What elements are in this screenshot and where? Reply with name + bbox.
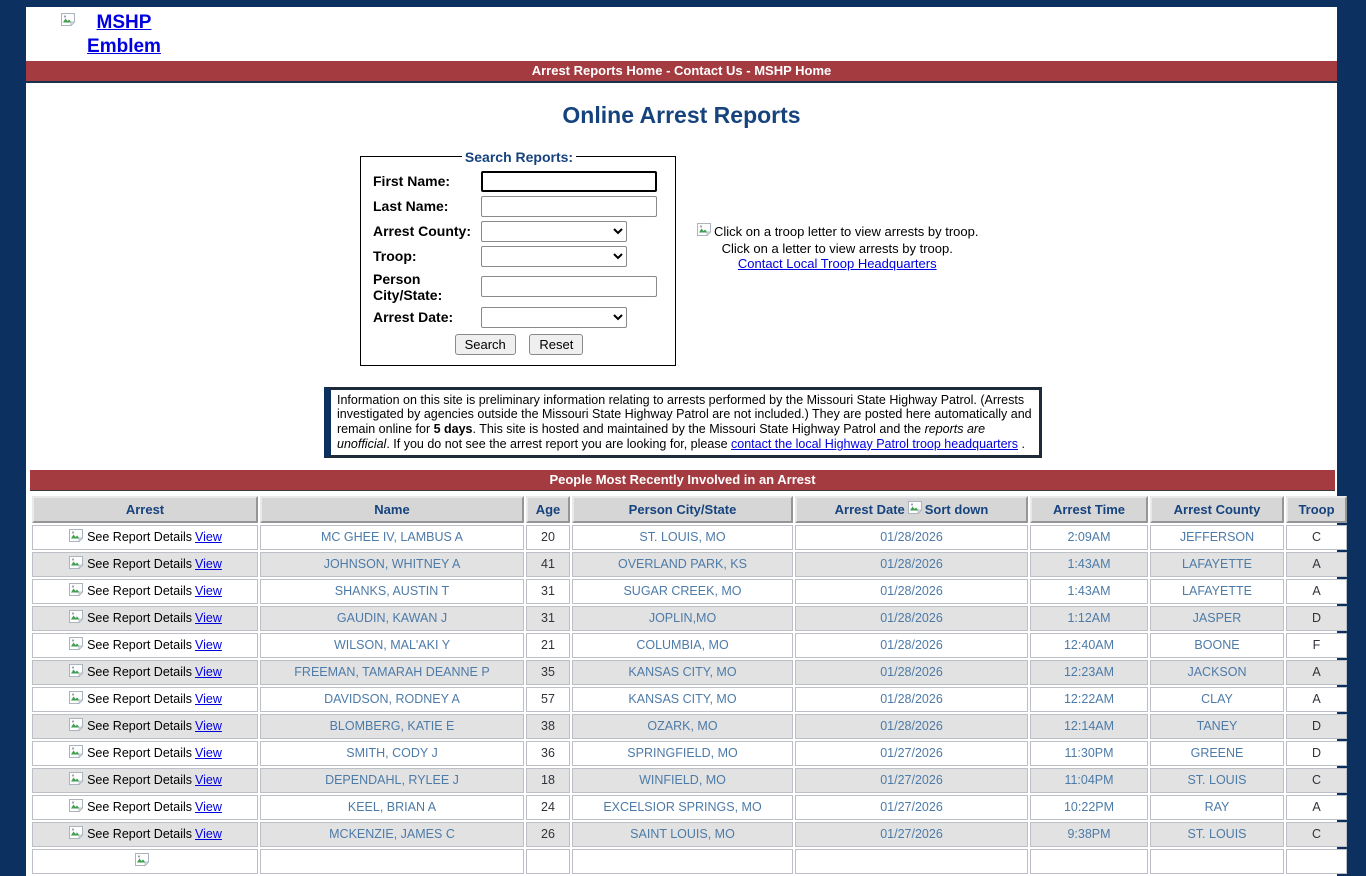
troop-map-broken-image bbox=[696, 222, 712, 241]
see-report-details-text: See Report Details bbox=[87, 719, 193, 734]
troop-letter-instruction: Click on a letter to view arrests by troop. bbox=[721, 240, 953, 256]
see-report-details-text: See Report Details bbox=[87, 530, 193, 545]
arrest-county-cell: JACKSON bbox=[1150, 660, 1284, 685]
age-cell: 26 bbox=[526, 822, 570, 847]
arrest-time-cell: 11:04PM bbox=[1030, 768, 1148, 793]
name-cell: MC GHEE IV, LAMBUS A bbox=[260, 525, 524, 550]
troop-map-info bbox=[696, 222, 978, 366]
notice-bold-5-days: 5 days bbox=[433, 422, 473, 437]
col-header-person-city-state[interactable]: Person City/State bbox=[572, 496, 793, 523]
arrest-date-cell: 01/28/2026 bbox=[795, 525, 1028, 550]
table-row bbox=[32, 687, 1347, 712]
troop-cell bbox=[1286, 849, 1347, 874]
broken-image-icon bbox=[68, 609, 84, 625]
see-report-details-text: See Report Details bbox=[87, 800, 193, 815]
broken-image-icon bbox=[68, 636, 84, 652]
table-row bbox=[32, 741, 1347, 766]
age-cell: 35 bbox=[526, 660, 570, 685]
troop-cell: A bbox=[1286, 552, 1347, 577]
report-details-broken-image bbox=[68, 744, 84, 763]
person-city-state-cell: OZARK, MO bbox=[572, 714, 793, 739]
person-city-state-cell: WINFIELD, MO bbox=[572, 768, 793, 793]
broken-image-icon bbox=[68, 528, 84, 544]
view-report-link[interactable]: View bbox=[195, 638, 222, 653]
arrest-date-cell: 01/28/2026 bbox=[795, 687, 1028, 712]
person-city-state-cell: OVERLAND PARK, KS bbox=[572, 552, 793, 577]
col-header-arrest[interactable]: Arrest bbox=[32, 496, 258, 523]
arrest-time-cell: 12:22AM bbox=[1030, 687, 1148, 712]
name-cell: MCKENZIE, JAMES C bbox=[260, 822, 524, 847]
view-report-link[interactable]: View bbox=[195, 800, 222, 815]
arrest-county-cell: ST. LOUIS bbox=[1150, 822, 1284, 847]
troop-cell: A bbox=[1286, 795, 1347, 820]
arrest-time-cell: 12:14AM bbox=[1030, 714, 1148, 739]
notice-text: Information on this site is preliminary information relating to arrests performed by the Missouri State Highway Patrol. (Arrests investigated by agencies outside the Missouri State Highway Patrol are not included.) They are posted here automatically and remain online for bbox=[337, 392, 1032, 437]
arrest-time-cell: 1:12AM bbox=[1030, 606, 1148, 631]
page-title: Online Arrest Reports bbox=[562, 101, 801, 128]
arrest-time-cell: 9:38PM bbox=[1030, 822, 1148, 847]
arrest-date-cell: 01/28/2026 bbox=[795, 606, 1028, 631]
sort-down-alt-text: Sort down bbox=[924, 501, 989, 517]
report-details-broken-image bbox=[68, 771, 84, 790]
table-row bbox=[32, 849, 1347, 874]
arrest-county-cell: ST. LOUIS bbox=[1150, 768, 1284, 793]
arrest-date-cell: 01/28/2026 bbox=[795, 660, 1028, 685]
arrest-time-cell bbox=[1030, 849, 1148, 874]
table-row bbox=[32, 660, 1347, 685]
broken-image-icon bbox=[60, 12, 76, 28]
report-details-broken-image bbox=[68, 690, 84, 709]
col-header-name[interactable]: Name bbox=[260, 496, 524, 523]
person-city-state-cell: COLUMBIA, MO bbox=[572, 633, 793, 658]
report-details-broken-image bbox=[68, 609, 84, 628]
table-header-row bbox=[32, 496, 1347, 523]
search-button[interactable]: Search bbox=[455, 334, 516, 355]
name-cell: GAUDIN, KAWAN J bbox=[260, 606, 524, 631]
troop-cell: D bbox=[1286, 714, 1347, 739]
arrest-county-cell: TANEY bbox=[1150, 714, 1284, 739]
nav-separator: - bbox=[742, 62, 755, 78]
broken-image-icon bbox=[134, 852, 150, 868]
troop-select[interactable] bbox=[481, 246, 627, 267]
troop-cell: A bbox=[1286, 687, 1347, 712]
arrest-time-cell: 12:23AM bbox=[1030, 660, 1148, 685]
report-details-broken-image bbox=[68, 798, 84, 817]
report-details-broken-image bbox=[134, 852, 150, 871]
col-header-arrest-time[interactable]: Arrest Time bbox=[1030, 496, 1148, 523]
age-cell: 57 bbox=[526, 687, 570, 712]
arrest-date-cell: 01/28/2026 bbox=[795, 579, 1028, 604]
broken-image-icon bbox=[907, 500, 923, 516]
col-header-arrest-county[interactable]: Arrest County bbox=[1150, 496, 1284, 523]
name-cell: FREEMAN, TAMARAH DEANNE P bbox=[260, 660, 524, 685]
notice-text: . bbox=[1017, 436, 1025, 451]
search-reports-legend: Search Reports: bbox=[464, 148, 574, 165]
arrest-date-cell: 01/28/2026 bbox=[795, 552, 1028, 577]
arrest-action-cell bbox=[32, 687, 258, 712]
arrest-action-cell bbox=[32, 525, 258, 550]
view-report-link[interactable]: View bbox=[195, 584, 222, 599]
see-report-details-text: See Report Details bbox=[87, 827, 193, 842]
troop-cell: A bbox=[1286, 660, 1347, 685]
search-reports-fieldset bbox=[360, 149, 676, 366]
arrest-time-cell: 10:22PM bbox=[1030, 795, 1148, 820]
person-city-state-cell: SUGAR CREEK, MO bbox=[572, 579, 793, 604]
age-cell: 31 bbox=[526, 579, 570, 604]
broken-image-icon bbox=[696, 222, 712, 238]
troop-cell: D bbox=[1286, 606, 1347, 631]
arrest-time-cell: 12:40AM bbox=[1030, 633, 1148, 658]
see-report-details-text: See Report Details bbox=[87, 584, 193, 599]
see-report-details-text: See Report Details bbox=[87, 773, 193, 788]
view-report-link[interactable]: View bbox=[195, 611, 222, 626]
table-row bbox=[32, 552, 1347, 577]
search-section bbox=[26, 149, 1337, 366]
arrest-action-cell bbox=[32, 741, 258, 766]
mshp-emblem-broken-image bbox=[60, 11, 76, 35]
see-report-details-text: See Report Details bbox=[87, 638, 193, 653]
top-navbar bbox=[26, 61, 1337, 83]
name-cell: DAVIDSON, RODNEY A bbox=[260, 687, 524, 712]
see-report-details-text: See Report Details bbox=[87, 611, 193, 626]
arrest-time-cell: 1:43AM bbox=[1030, 579, 1148, 604]
name-cell: WILSON, MAL'AKI Y bbox=[260, 633, 524, 658]
arrest-date-select[interactable] bbox=[481, 307, 627, 328]
view-report-link[interactable]: View bbox=[195, 665, 222, 680]
arrest-county-label: Arrest County: bbox=[373, 222, 472, 239]
arrest-action-cell bbox=[32, 633, 258, 658]
nav-separator: - bbox=[662, 62, 675, 78]
person-city-state-cell: ST. LOUIS, MO bbox=[572, 525, 793, 550]
arrest-date-cell bbox=[795, 849, 1028, 874]
arrest-action-cell bbox=[32, 552, 258, 577]
col-header-arrest-date[interactable]: Arrest Date Sort down bbox=[795, 496, 1028, 523]
view-report-link[interactable]: View bbox=[195, 746, 222, 761]
arrest-county-cell: CLAY bbox=[1150, 687, 1284, 712]
name-cell: SMITH, CODY J bbox=[260, 741, 524, 766]
broken-image-icon bbox=[68, 717, 84, 733]
arrest-action-cell bbox=[32, 606, 258, 631]
age-cell: 21 bbox=[526, 633, 570, 658]
arrest-county-cell: JASPER bbox=[1150, 606, 1284, 631]
name-cell: DEPENDAHL, RYLEE J bbox=[260, 768, 524, 793]
arrest-county-select[interactable] bbox=[481, 221, 627, 242]
table-row bbox=[32, 633, 1347, 658]
troop-cell: C bbox=[1286, 525, 1347, 550]
view-report-link[interactable]: View bbox=[195, 773, 222, 788]
see-report-details-text: See Report Details bbox=[87, 692, 193, 707]
arrest-date-cell: 01/28/2026 bbox=[795, 714, 1028, 739]
notice-italic-unofficial: reports are unofficial bbox=[337, 422, 986, 451]
notice-text: . If you do not see the arrest report you are looking for, please bbox=[386, 436, 731, 451]
name-cell: BLOMBERG, KATIE E bbox=[260, 714, 524, 739]
report-details-broken-image bbox=[68, 555, 84, 574]
arrest-date-label: Arrest Date: bbox=[373, 309, 454, 326]
name-cell: KEEL, BRIAN A bbox=[260, 795, 524, 820]
broken-image-icon bbox=[68, 663, 84, 679]
troop-cell: C bbox=[1286, 768, 1347, 793]
col-header-troop[interactable]: Troop bbox=[1286, 496, 1347, 523]
arrest-county-cell: BOONE bbox=[1150, 633, 1284, 658]
first-name-input[interactable] bbox=[481, 171, 657, 192]
table-row bbox=[32, 606, 1347, 631]
first-name-label: First Name: bbox=[373, 172, 451, 189]
broken-image-icon bbox=[68, 690, 84, 706]
view-report-link[interactable]: View bbox=[195, 827, 222, 842]
table-row bbox=[32, 768, 1347, 793]
view-report-link[interactable]: View bbox=[195, 530, 222, 545]
arrest-time-cell: 1:43AM bbox=[1030, 552, 1148, 577]
troop-cell: C bbox=[1286, 822, 1347, 847]
age-cell: 41 bbox=[526, 552, 570, 577]
person-city-state-cell: SPRINGFIELD, MO bbox=[572, 741, 793, 766]
broken-image-icon bbox=[68, 744, 84, 760]
see-report-details-text: See Report Details bbox=[87, 665, 193, 680]
arrest-county-cell: RAY bbox=[1150, 795, 1284, 820]
arrest-action-cell bbox=[32, 714, 258, 739]
arrest-date-cell: 01/27/2026 bbox=[795, 795, 1028, 820]
age-cell: 36 bbox=[526, 741, 570, 766]
arrest-county-cell: JEFFERSON bbox=[1150, 525, 1284, 550]
arrest-action-cell bbox=[32, 768, 258, 793]
report-details-broken-image bbox=[68, 717, 84, 736]
arrest-date-cell: 01/27/2026 bbox=[795, 768, 1028, 793]
view-report-link[interactable]: View bbox=[195, 719, 222, 734]
arrest-date-cell: 01/27/2026 bbox=[795, 822, 1028, 847]
person-city-state-cell: KANSAS CITY, MO bbox=[572, 687, 793, 712]
age-cell: 24 bbox=[526, 795, 570, 820]
person-city-state-cell: SAINT LOUIS, MO bbox=[572, 822, 793, 847]
see-report-details-text: See Report Details bbox=[87, 746, 193, 761]
troop-cell: F bbox=[1286, 633, 1347, 658]
age-cell bbox=[526, 849, 570, 874]
arrest-county-cell: LAFAYETTE bbox=[1150, 579, 1284, 604]
content-area bbox=[26, 7, 1337, 876]
arrest-date-cell: 01/28/2026 bbox=[795, 633, 1028, 658]
report-details-broken-image bbox=[68, 582, 84, 601]
col-header-age[interactable]: Age bbox=[526, 496, 570, 523]
arrest-time-cell: 11:30PM bbox=[1030, 741, 1148, 766]
age-cell: 31 bbox=[526, 606, 570, 631]
table-row bbox=[32, 822, 1347, 847]
table-row bbox=[32, 579, 1347, 604]
troop-cell: D bbox=[1286, 741, 1347, 766]
arrest-action-cell bbox=[32, 849, 258, 874]
results-banner: People Most Recently Involved in an Arrest bbox=[30, 470, 1335, 491]
arrest-action-cell bbox=[32, 822, 258, 847]
nav-link-contact-us[interactable]: Contact Us bbox=[674, 62, 743, 78]
broken-image-icon bbox=[68, 771, 84, 787]
broken-image-icon bbox=[68, 582, 84, 598]
age-cell: 38 bbox=[526, 714, 570, 739]
reset-button[interactable]: Reset bbox=[529, 334, 583, 355]
table-row bbox=[32, 525, 1347, 550]
broken-image-icon bbox=[68, 555, 84, 571]
contact-local-troop-link[interactable]: Contact Local Troop Headquarters bbox=[737, 255, 937, 271]
report-details-broken-image bbox=[68, 636, 84, 655]
last-name-input[interactable] bbox=[481, 196, 657, 217]
table-row bbox=[32, 714, 1347, 739]
arrest-time-cell: 2:09AM bbox=[1030, 525, 1148, 550]
nav-link-arrest-reports-home[interactable]: Arrest Reports Home bbox=[531, 62, 663, 78]
age-cell: 20 bbox=[526, 525, 570, 550]
arrests-table bbox=[30, 494, 1349, 876]
sort-down-broken-image bbox=[907, 500, 923, 519]
mshp-emblem-link[interactable] bbox=[60, 11, 200, 59]
age-cell: 18 bbox=[526, 768, 570, 793]
view-report-link[interactable]: View bbox=[195, 557, 222, 572]
notice-troop-headquarters-link[interactable]: contact the local Highway Patrol troop headquarters bbox=[731, 436, 1018, 451]
nav-link-mshp-home[interactable]: MSHP Home bbox=[754, 62, 832, 78]
broken-image-icon bbox=[68, 825, 84, 841]
report-details-broken-image bbox=[68, 663, 84, 682]
person-city-state-cell: EXCELSIOR SPRINGS, MO bbox=[572, 795, 793, 820]
troop-map-alt-text: Click on a troop letter to view arrests by troop. bbox=[714, 223, 979, 239]
troop-label: Troop: bbox=[373, 247, 417, 264]
report-details-broken-image bbox=[68, 528, 84, 547]
notice-text: . This site is hosted and maintained by the Missouri State Highway Patrol and the bbox=[472, 422, 925, 437]
name-cell bbox=[260, 849, 524, 874]
person-city-state-input[interactable] bbox=[481, 276, 657, 297]
table-row bbox=[32, 795, 1347, 820]
person-city-state-cell: JOPLIN,MO bbox=[572, 606, 793, 631]
arrest-county-cell bbox=[1150, 849, 1284, 874]
arrest-action-cell bbox=[32, 579, 258, 604]
name-cell: SHANKS, AUSTIN T bbox=[260, 579, 524, 604]
arrest-action-cell bbox=[32, 660, 258, 685]
arrest-action-cell bbox=[32, 795, 258, 820]
arrest-date-cell: 01/27/2026 bbox=[795, 741, 1028, 766]
masthead bbox=[26, 7, 1337, 61]
site-notice bbox=[324, 387, 1042, 458]
report-details-broken-image bbox=[68, 825, 84, 844]
broken-image-icon bbox=[68, 798, 84, 814]
arrest-county-cell: LAFAYETTE bbox=[1150, 552, 1284, 577]
mshp-emblem-alt-text: MSHP Emblem bbox=[87, 12, 161, 57]
name-cell: JOHNSON, WHITNEY A bbox=[260, 552, 524, 577]
arrest-county-cell: GREENE bbox=[1150, 741, 1284, 766]
person-city-state-label: Person City/State: bbox=[373, 270, 443, 303]
see-report-details-text: See Report Details bbox=[87, 557, 193, 572]
results-section bbox=[30, 470, 1335, 876]
person-city-state-cell bbox=[572, 849, 793, 874]
view-report-link[interactable]: View bbox=[195, 692, 222, 707]
troop-cell: A bbox=[1286, 579, 1347, 604]
last-name-label: Last Name: bbox=[373, 197, 449, 214]
person-city-state-cell: KANSAS CITY, MO bbox=[572, 660, 793, 685]
